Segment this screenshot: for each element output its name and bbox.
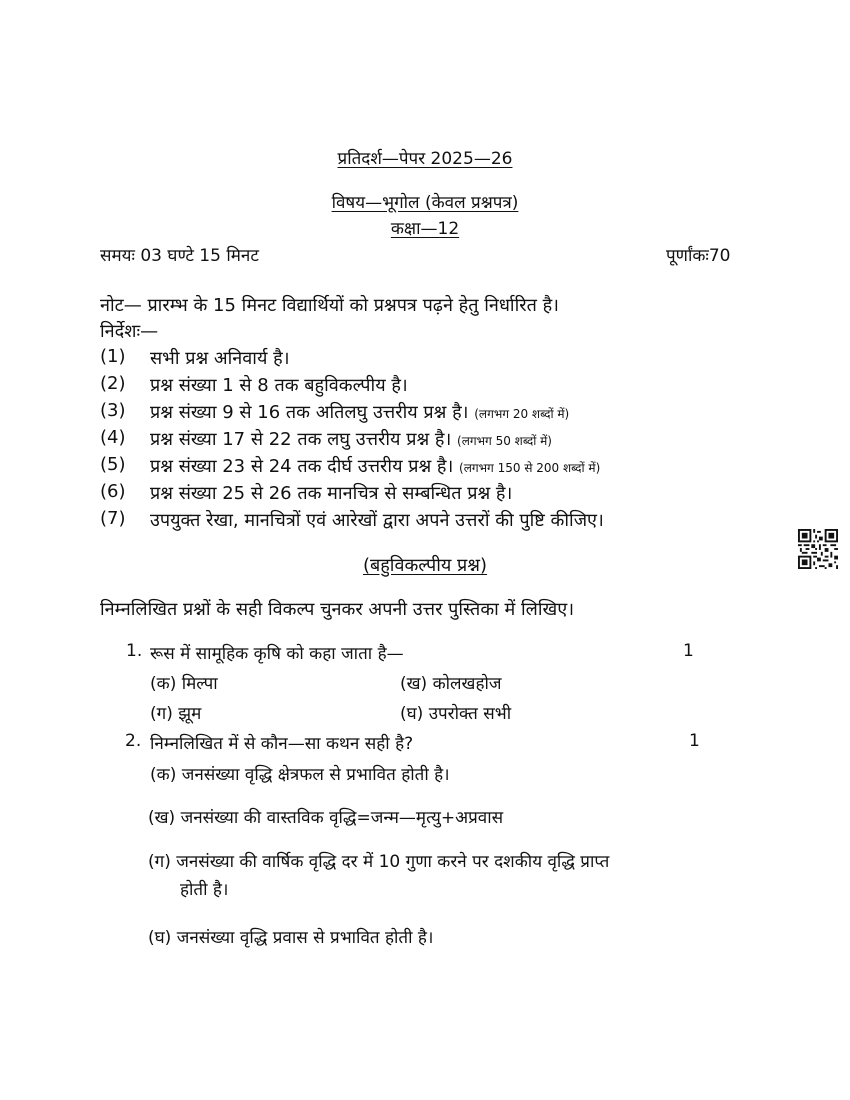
instruction-number: (7) <box>100 508 126 529</box>
instruction-number: (4) <box>100 427 126 448</box>
instruction-number: (3) <box>100 400 126 421</box>
question-text: निम्नलिखित में से कौन—सा कथन सही है? <box>150 734 414 754</box>
option-ga: (ग) जनसंख्या की वार्षिक वृद्धि दर में 10 गुणा करने पर दशकीय वृद्धि प्राप्त <box>148 852 610 872</box>
option-kha: (ख) जनसंख्या की वास्तविक वृद्धि=जन्म—मृत्यु+अप्रवास <box>148 808 504 828</box>
instruction-text: प्रश्न संख्या 1 से 8 तक बहुविकल्पीय है। <box>150 375 408 396</box>
section-heading-line <box>0 553 850 577</box>
time-label: समयः 03 घण्टे 15 मिनट <box>100 246 259 266</box>
option-kha: (ख) कोलखहोज <box>400 674 502 694</box>
option-gha: (घ) उपरोक्त सभी <box>400 704 512 724</box>
instructions-heading: निर्देशः— <box>100 321 159 342</box>
option-ka: (क) मिल्पा <box>150 674 218 694</box>
section-heading: (बहुविकल्पीय प्रश्न) <box>362 555 488 576</box>
question-text: रूस में सामूहिक कृषि को कहा जाता है— <box>150 644 404 664</box>
question-marks: 1 <box>689 731 700 751</box>
class-title: कक्षा—12 <box>390 219 460 239</box>
question-marks: 1 <box>683 641 694 661</box>
class-line <box>0 216 850 239</box>
option-ga: (ग) झूम <box>150 704 202 724</box>
instruction-text: सभी प्रश्न अनिवार्य है। <box>150 348 290 369</box>
option-ka: (क) जनसंख्या वृद्धि क्षेत्रफल से प्रभावित होती है। <box>150 765 450 785</box>
option-ga-continued: होती है। <box>180 880 229 900</box>
instruction-text: प्रश्न संख्या 17 से 22 तक लघु उत्तरीय प्रश्न है। (लगभग 50 शब्दों में) <box>150 429 552 450</box>
paper-title: प्रतिदर्श—पेपर 2025—26 <box>337 149 513 169</box>
instruction-text: उपयुक्त रेखा, मानचित्रों एवं आरेखों द्वारा अपने उत्तरों की पुष्टि कीजिए। <box>150 510 604 531</box>
instruction-text: प्रश्न संख्या 25 से 26 तक मानचित्र से सम्बन्धित प्रश्न है। <box>150 483 513 504</box>
instruction-number: (6) <box>100 481 126 502</box>
option-gha: (घ) जनसंख्या वृद्धि प्रवास से प्रभावित होती है। <box>148 928 434 948</box>
note-text: नोट— प्रारम्भ के 15 मिनट विद्यार्थियों को प्रश्नपत्र पढ़ने हेतु निर्धारित है। <box>100 295 559 316</box>
subject-line <box>0 190 850 213</box>
question-number: 2. <box>125 731 142 751</box>
word-limit-note: (लगभग 20 शब्दों में) <box>474 407 570 421</box>
max-marks-label: पूर्णांकः70 <box>666 246 731 266</box>
word-limit-note: (लगभग 150 से 200 शब्दों में) <box>459 461 601 475</box>
instruction-number: (2) <box>100 373 126 394</box>
paper-title-line <box>0 146 850 169</box>
instruction-number: (5) <box>100 454 126 475</box>
section-instruction: निम्नलिखित प्रश्नों के सही विकल्प चुनकर अपनी उत्तर पुस्तिका में लिखिए। <box>100 599 575 620</box>
instruction-text: प्रश्न संख्या 9 से 16 तक अतिलघु उत्तरीय प्रश्न है। (लगभग 20 शब्दों में) <box>150 402 570 423</box>
word-limit-note: (लगभग 50 शब्दों में) <box>457 434 552 448</box>
instruction-number: (1) <box>100 346 126 367</box>
question-number: 1. <box>126 641 143 661</box>
subject-title: विषय—भूगोल (केवल प्रश्नपत्र) <box>331 193 519 213</box>
instruction-text: प्रश्न संख्या 23 से 24 तक दीर्घ उत्तरीय प्रश्न है। (लगभग 150 से 200 शब्दों में) <box>150 456 601 477</box>
